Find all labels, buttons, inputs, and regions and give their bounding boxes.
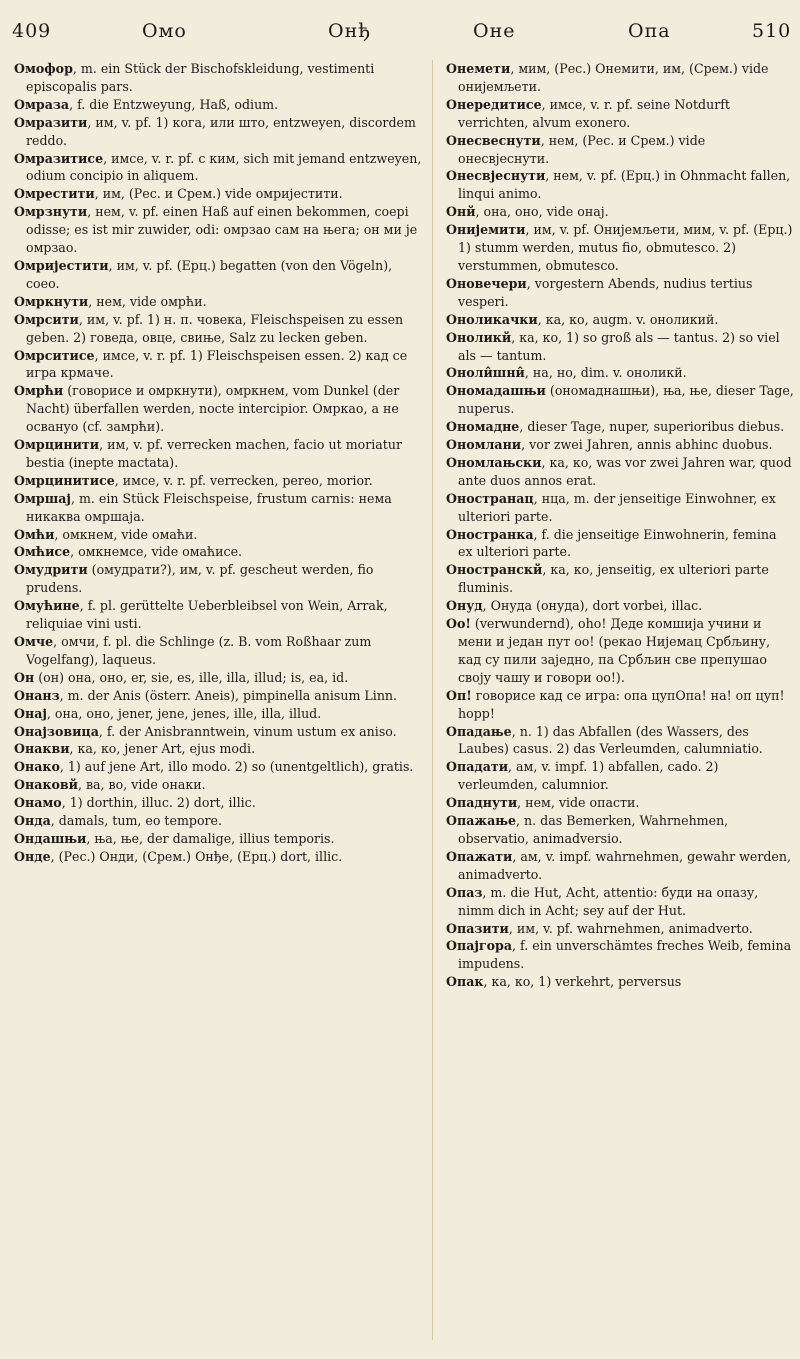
- entry-definition: (ономаднашњи), ња, ње, dieser Tage, nuperus.: [458, 383, 794, 417]
- entry-definition: , damals, tum, eo tempore.: [50, 813, 223, 829]
- dictionary-entry: [14, 794, 422, 812]
- dictionary-entry: [14, 687, 422, 705]
- dictionary-entry: [446, 812, 794, 848]
- dictionary-entry: [14, 60, 422, 96]
- entry-headword: Омрћи: [14, 383, 64, 399]
- entry-definition: , имсе, v. r. pf. 1) Fleischspeisen essen. 2) кад се игра крмаче.: [26, 347, 408, 381]
- entry-headword: Оностранка: [446, 526, 534, 542]
- dictionary-entry: [14, 543, 422, 561]
- entry-definition: , ка, ко, jener Art, ejus modi.: [69, 741, 256, 757]
- entry-definition: , ка, ко, 1) verkehrt, perversus: [483, 974, 682, 990]
- entry-headword: Опак: [446, 974, 484, 990]
- dictionary-entry: [446, 973, 794, 991]
- entry-definition: , на, но, dim. v. оноликй.: [524, 365, 687, 381]
- dictionary-entry: [14, 257, 422, 293]
- entry-definition: , ка, ко, jenseitig, ex ulteriori parte fluminis.: [458, 562, 769, 596]
- entry-headword: Омрцинити: [14, 437, 100, 453]
- dictionary-entry: [14, 526, 422, 544]
- entry-headword: Онемети: [446, 61, 511, 76]
- entry-definition: , нем, vide опасти.: [517, 795, 640, 811]
- dictionary-entry: [446, 167, 794, 203]
- dictionary-entry: [446, 687, 794, 723]
- column-divider: [432, 60, 433, 1340]
- entry-headword: Ондашњи: [14, 830, 87, 846]
- entry-definition: , ва, во, vide онаки.: [77, 777, 206, 793]
- dictionary-entry: [14, 347, 422, 383]
- dictionary-entry: [446, 311, 794, 329]
- entry-definition: , f. pl. gerüttelte Ueberbleibsel von Wein, Arrak, reliquiae vini usti.: [26, 598, 388, 632]
- dictionary-entry: [446, 454, 794, 490]
- entry-definition: , ка, ко, 1) so groß als — tantus. 2) so viel als — tantum.: [458, 329, 780, 363]
- entry-definition: говорисе кад се игра: опа цупОпа! на! оп цуп! hopp!: [458, 687, 785, 721]
- entry-definition: , ам, v. impf. 1) abfallen, cado. 2) verleumden, calumnior.: [458, 759, 719, 793]
- dictionary-entry: [14, 382, 422, 436]
- dictionary-entry: [14, 633, 422, 669]
- entry-definition: , нца, m. der jenseitige Einwohner, ex ulteriori parte.: [458, 490, 776, 524]
- entry-headword: Оноли̂шни̂: [446, 365, 525, 381]
- dictionary-entry: [446, 561, 794, 597]
- entry-definition: , Онуда (онуда), dort vorbei, illac.: [482, 598, 703, 614]
- entry-definition: , нем, (Рес. и Срем.) vide онесвјеснути.: [458, 132, 706, 166]
- entry-definition: , f. der Anisbranntwein, vinum ustum ex aniso.: [98, 723, 397, 739]
- dictionary-entry: [14, 740, 422, 758]
- entry-headword: Онакви: [14, 741, 70, 757]
- left-page-number: 409: [12, 20, 52, 42]
- entry-definition: , омчи, f. pl. die Schlinge (z. B. vom Roßhaar zum Vogelfang), laqueus.: [26, 634, 372, 667]
- entry-headword: Опадање: [446, 723, 512, 739]
- entry-headword: Омрестити: [14, 186, 95, 202]
- entry-definition: , ка, ко, augm. v. оноликий.: [537, 311, 719, 327]
- dictionary-entry: [14, 472, 422, 490]
- entry-definition: , ка, ко, was vor zwei Jahren war, quod ante duos annos erat.: [458, 454, 792, 488]
- dictionary-entry: [446, 418, 794, 436]
- entry-headword: Он: [14, 669, 35, 685]
- entry-headword: Онаковй: [14, 777, 78, 793]
- entry-headword: Омршај: [14, 490, 71, 506]
- entry-headword: Омријестити: [14, 257, 109, 273]
- dictionary-entry: [446, 221, 794, 275]
- dictionary-entry: [446, 848, 794, 884]
- entry-headword: Онанз: [14, 687, 60, 703]
- entry-definition: , vor zwei Jahren, annis abhinc duobus.: [521, 437, 773, 453]
- entry-headword: Опајгора: [446, 938, 512, 954]
- dictionary-entry: [14, 490, 422, 526]
- dictionary-entry: [446, 920, 794, 938]
- entry-definition: , f. ein unverschämtes freches Weib, femina impudens.: [458, 938, 792, 972]
- dictionary-entry: [446, 275, 794, 311]
- dictionary-entry: [14, 830, 422, 848]
- right-page-number: 510: [752, 20, 792, 42]
- dictionary-entry: [446, 96, 794, 132]
- entry-headword: Омћисе: [14, 544, 71, 560]
- entry-headword: Омче: [14, 634, 54, 649]
- entry-headword: Онајзовица: [14, 723, 99, 739]
- entry-headword: Опаз: [446, 884, 483, 900]
- entry-headword: Оп!: [446, 687, 472, 703]
- entry-definition: , она, оно, jener, jene, jenes, ille, illa, illud.: [46, 705, 322, 721]
- right-guide-word-first: Оне: [473, 20, 516, 42]
- dictionary-entry: [14, 203, 422, 257]
- entry-definition: , им, v. pf. 1) н. п. човека, Fleischspeisen zu essen geben. 2) говеда, овце, свиње, Salz zu lecken geben.: [26, 311, 404, 345]
- dictionary-entry: [446, 436, 794, 454]
- dictionary-entry: [446, 329, 794, 365]
- dictionary-entry: [14, 185, 422, 203]
- entry-definition: , m. ein Stück der Bischofskleidung, vestimenti episcopalis pars.: [26, 61, 375, 94]
- entry-definition: , им, (Рес. и Срем.) vide омријестити.: [94, 186, 343, 202]
- entry-headword: Оностранскй: [446, 562, 543, 578]
- entry-headword: Опадати: [446, 759, 509, 775]
- entry-headword: Ономлањски: [446, 454, 542, 470]
- dictionary-entry: [446, 60, 794, 96]
- dictionary-entry: [446, 884, 794, 920]
- dictionary-entry: [14, 669, 422, 687]
- entry-headword: Онијемити: [446, 222, 526, 238]
- entry-definition: , n. das Bemerken, Wahrnehmen, observatio, animadversio.: [458, 813, 729, 846]
- entry-headword: Ономадне: [446, 419, 520, 435]
- entry-definition: , имсе, v. r. pf. verrecken, pereo, morior.: [114, 472, 373, 488]
- entry-headword: Онако: [14, 759, 60, 775]
- entry-headword: Онуд: [446, 598, 483, 614]
- entry-definition: , ња, ње, der damalige, illius temporis.: [86, 830, 335, 846]
- entry-headword: Омркнути: [14, 293, 89, 309]
- entry-headword: Онесвјеснути: [446, 168, 546, 184]
- entry-headword: Омразитисе: [14, 150, 104, 166]
- entry-headword: Ономадашњи: [446, 383, 546, 399]
- entry-headword: Оноликачки: [446, 311, 538, 327]
- entry-definition: , ам, v. impf. wahrnehmen, gewahr werden, animadverto.: [458, 848, 791, 882]
- entry-headword: Онй: [446, 204, 476, 220]
- dictionary-entry: [14, 561, 422, 597]
- left-column: [14, 60, 422, 1350]
- entry-definition: , им, v. pf. Онијемљети, мим, v. pf. (Ерц.) 1) stumm werden, mutus fio, obmutesco. 2) verstummen, obmutesco.: [458, 222, 793, 273]
- right-column: [446, 60, 794, 1350]
- entry-headword: Омрсити: [14, 311, 79, 327]
- entry-definition: , нем, vide омрћи.: [88, 293, 207, 309]
- entry-definition: , им, v. pf. wahrnehmen, animadverto.: [508, 920, 753, 936]
- entry-definition: , 1) auf jene Art, illo modo. 2) so (unentgeltlich), gratis.: [59, 759, 414, 775]
- entry-headword: Опаднути: [446, 795, 518, 811]
- entry-headword: Ономлани: [446, 437, 522, 453]
- dictionary-entry: [14, 848, 422, 866]
- entry-definition: , нем, v. pf. einen Haß auf einen bekommen, coepi odisse; es ist mir zuwider, odi: омрзао сам на њега; он ми је омрзао.: [26, 204, 418, 256]
- dictionary-entry: [446, 203, 794, 221]
- right-guide-word-last: Опа: [628, 20, 671, 42]
- dictionary-entry: [14, 150, 422, 186]
- entry-headword: Оо!: [446, 616, 471, 632]
- entry-headword: Омудрити: [14, 562, 88, 578]
- entry-definition: , m. ein Stück Fleischspeise, frustum carnis: нема никаква омршаја.: [26, 490, 392, 524]
- entry-headword: Опазити: [446, 920, 509, 936]
- dictionary-entry: [446, 490, 794, 526]
- dictionary-entry: [14, 311, 422, 347]
- dictionary-entry: [446, 364, 794, 382]
- entry-headword: Онередитисе: [446, 96, 542, 112]
- entry-definition: , омкнем, vide омаћи.: [54, 526, 198, 542]
- entry-definition: , f. die Entzweyung, Haß, odium.: [69, 96, 279, 112]
- entry-definition: , нем, v. pf. (Ерц.) in Ohnmacht fallen, linqui animo.: [458, 168, 791, 202]
- dictionary-entry: [14, 705, 422, 723]
- entry-headword: Омрзнути: [14, 204, 88, 220]
- dictionary-entry: [14, 776, 422, 794]
- entry-headword: Онај: [14, 705, 47, 721]
- entry-definition: , им, v. pf. 1) кога, или што, entzweyen, discordem reddo.: [26, 114, 416, 148]
- dictionary-entry: [14, 96, 422, 114]
- entry-definition: , m. der Anis (österr. Aneis), pimpinella anisum Linn.: [59, 687, 398, 703]
- dictionary-entry: [446, 794, 794, 812]
- entry-definition: , f. die jenseitige Einwohnerin, femina ex ulteriori parte.: [458, 526, 777, 560]
- entry-headword: Омрцинитисе: [14, 472, 115, 488]
- entry-headword: Онесвеснути: [446, 132, 541, 148]
- entry-definition: , им, v. pf. (Ерц.) begatten (von den Vögeln), coeo.: [26, 257, 393, 291]
- dictionary-entry: [446, 615, 794, 687]
- entry-headword: Опажање: [446, 813, 517, 829]
- entry-headword: Омраза: [14, 96, 70, 112]
- entry-headword: Омразити: [14, 114, 88, 130]
- entry-definition: (говорисе и омркнути), омркнем, vom Dunkel (der Nacht) überfallen werden, nocte intercipior. Омркао, а не осванyо (cf. замрћи).: [26, 383, 400, 435]
- entry-definition: , она, оно, vide онај.: [475, 204, 609, 220]
- entry-definition: (verwundernd), oho! Деде комшија учини и мени и један пут оо! (рекао Нијемац Србљину, кад су пили заједно, па Србљин све препушао своју чашу и говори оо!).: [458, 616, 771, 685]
- dictionary-entry: [14, 723, 422, 741]
- dictionary-entry: [446, 937, 794, 973]
- page-header: [0, 12, 800, 52]
- entry-definition: , мим, (Рес.) Онемити, им, (Срем.) vide онијемљети.: [458, 61, 769, 94]
- entry-definition: , 1) dorthin, illuc. 2) dort, illic.: [61, 795, 256, 811]
- entry-headword: Онда: [14, 813, 51, 829]
- dictionary-entry: [446, 526, 794, 562]
- entry-headword: Опажати: [446, 848, 513, 864]
- dictionary-entry: [446, 723, 794, 759]
- dictionary-entry: [14, 436, 422, 472]
- left-guide-word-last: Онђ: [328, 20, 372, 42]
- entry-headword: Оновечери: [446, 275, 527, 291]
- entry-definition: (омудрати?), им, v. pf. gescheut werden, fio prudens.: [26, 562, 374, 596]
- entry-headword: Оноликй: [446, 329, 512, 345]
- entry-headword: Омрситисе: [14, 347, 95, 363]
- entry-definition: , (Рес.) Онди, (Срем.) Онђе, (Ерц.) dort, illic.: [50, 848, 343, 864]
- dictionary-entry: [14, 758, 422, 776]
- left-guide-word-first: Омо: [142, 20, 187, 42]
- dictionary-entry: [446, 597, 794, 615]
- dictionary-entry: [14, 812, 422, 830]
- dictionary-entry: [446, 382, 794, 418]
- entry-definition: , омкнемсе, vide омаћисе.: [70, 544, 243, 560]
- entry-headword: Онамо: [14, 795, 62, 811]
- entry-definition: , имсе, v. r. pf. с ким, sich mit jemand entzweyen, odium concipio in aliquem.: [26, 150, 422, 184]
- entry-headword: Омћи: [14, 526, 55, 542]
- entry-definition: , vorgestern Abends, nudius tertius vesperi.: [458, 275, 753, 309]
- dictionary-entry: [446, 758, 794, 794]
- entry-headword: Омофор: [14, 61, 73, 76]
- dictionary-entry: [14, 114, 422, 150]
- entry-definition: , имсе, v. r. pf. seine Notdurft verrichten, alvum exonero.: [458, 96, 730, 130]
- entry-definition: , n. 1) das Abfallen (des Wassers, des Laubes) casus. 2) das Verleumden, calumniatio.: [458, 723, 763, 757]
- dictionary-entry: [14, 597, 422, 633]
- entry-definition: , dieser Tage, nuper, superioribus diebus.: [519, 419, 785, 435]
- dictionary-entry: [446, 132, 794, 168]
- entry-definition: (он) она, оно, er, sie, es, ille, illa, illud; is, ea, id.: [34, 669, 349, 685]
- entry-headword: Оностранац: [446, 490, 534, 506]
- dictionary-entry: [14, 293, 422, 311]
- entry-definition: , им, v. pf. verrecken machen, facio ut moriatur bestia (inepte mactata).: [26, 437, 402, 470]
- entry-definition: , m. die Hut, Acht, attentio: буди на опазу, nimm dich in Acht; sey auf der Hut.: [458, 884, 759, 918]
- entry-headword: Онде: [14, 848, 51, 864]
- entry-headword: Омућине: [14, 598, 80, 614]
